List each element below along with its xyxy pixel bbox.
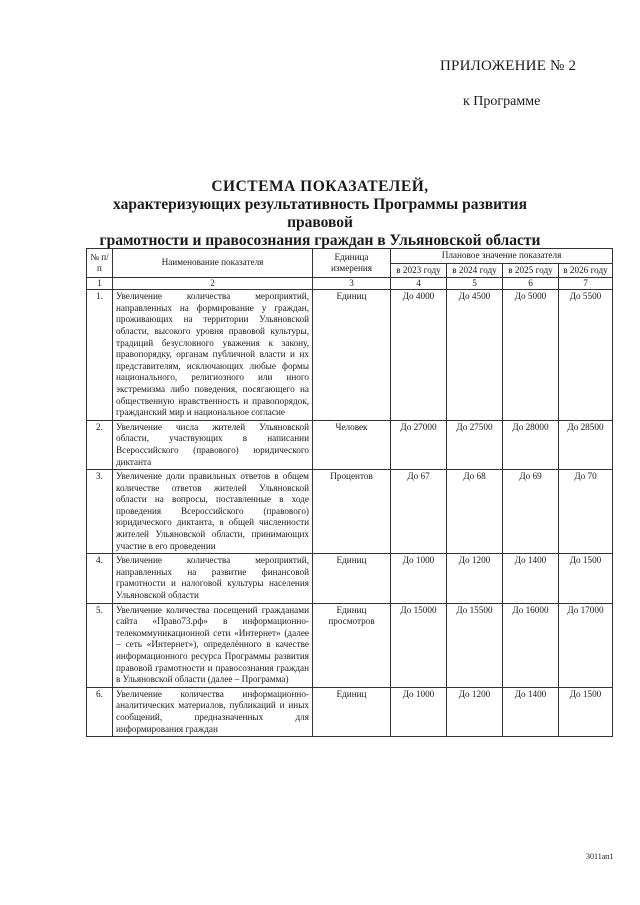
value-2024: До 15500 <box>447 603 503 687</box>
value-2024: До 27500 <box>447 420 503 469</box>
indicator-unit: Единиц <box>313 687 391 736</box>
value-2024: До 4500 <box>447 290 503 421</box>
value-2026: До 70 <box>559 470 613 554</box>
indicator-unit: Единиц <box>313 290 391 421</box>
indicator-name: Увеличение количества мероприятий, направленных на формирование у граждан, проживающих на территории Ульяновской области, высокого уровня правовой культуры, традиций безусловного уважения к закону, правопорядку, органам публичной власти и их представителям, исключающих любые формы национального, религиозного или иного экстремизма либо поведения, посягающего на общественную нравственность и правопорядок, гражданский мир и национальное согласие <box>113 290 313 421</box>
value-2026: До 5500 <box>559 290 613 421</box>
value-2023: До 67 <box>391 470 447 554</box>
value-2023: До 27000 <box>391 420 447 469</box>
header-num: № п/п <box>87 249 113 278</box>
row-number: 6. <box>87 687 113 736</box>
value-2025: До 1400 <box>503 554 559 603</box>
column-number-row <box>87 278 613 290</box>
indicator-unit: Человек <box>313 420 391 469</box>
appendix-label: ПРИЛОЖЕНИЕ № 2 <box>440 58 577 74</box>
value-2026: До 28500 <box>559 420 613 469</box>
col-number: 7 <box>559 278 613 290</box>
value-2026: До 1500 <box>559 554 613 603</box>
document-title <box>90 178 550 250</box>
title-line-1: СИСТЕМА ПОКАЗАТЕЛЕЙ, <box>211 178 429 195</box>
title-line-3: грамотности и правосознания граждан в Ульяновской области <box>99 232 541 249</box>
title-line-2: характеризующих результативность Программы развития правовой <box>113 196 527 231</box>
indicator-name: Увеличение количества мероприятий, направленных на развитие финансовой грамотности и налоговой культуры населения Ульяновской области <box>113 554 313 603</box>
value-2023: До 1000 <box>391 554 447 603</box>
table-row <box>87 687 613 736</box>
row-number: 5. <box>87 603 113 687</box>
value-2025: До 1400 <box>503 687 559 736</box>
value-2025: До 5000 <box>503 290 559 421</box>
value-2024: До 1200 <box>447 554 503 603</box>
header-planned: Плановое значение показателя <box>391 249 613 264</box>
value-2026: До 1500 <box>559 687 613 736</box>
program-reference: к Программе <box>463 94 541 109</box>
value-2025: До 28000 <box>503 420 559 469</box>
indicators-table <box>86 248 613 737</box>
row-number: 1. <box>87 290 113 421</box>
indicator-unit: Единиц <box>313 554 391 603</box>
header-year-2024: в 2024 году <box>447 263 503 278</box>
document-code: 3011ап1 <box>586 852 614 861</box>
indicator-unit: Единиц просмотров <box>313 603 391 687</box>
value-2024: До 68 <box>447 470 503 554</box>
row-number: 3. <box>87 470 113 554</box>
value-2025: До 16000 <box>503 603 559 687</box>
table-row <box>87 420 613 469</box>
header-year-2023: в 2023 году <box>391 263 447 278</box>
header-year-2025: в 2025 году <box>503 263 559 278</box>
value-2023: До 15000 <box>391 603 447 687</box>
row-number: 4. <box>87 554 113 603</box>
col-number: 3 <box>313 278 391 290</box>
table-row <box>87 470 613 554</box>
col-number: 4 <box>391 278 447 290</box>
header-unit: Единица измерения <box>313 249 391 278</box>
table-row <box>87 603 613 687</box>
col-number: 6 <box>503 278 559 290</box>
header-name: Наименование показателя <box>113 249 313 278</box>
col-number: 5 <box>447 278 503 290</box>
value-2023: До 4000 <box>391 290 447 421</box>
value-2025: До 69 <box>503 470 559 554</box>
indicator-name: Увеличение числа жителей Ульяновской области, участвующих в написании Всероссийского (правового) юридического диктанта <box>113 420 313 469</box>
row-number: 2. <box>87 420 113 469</box>
indicator-name: Увеличение количества информационно-аналитических материалов, публикаций и иных сообщений, предназначенных для информирования граждан <box>113 687 313 736</box>
header-year-2026: в 2026 году <box>559 263 613 278</box>
value-2023: До 1000 <box>391 687 447 736</box>
value-2026: До 17000 <box>559 603 613 687</box>
indicator-name: Увеличение количества посещений гражданами сайта «Право73.рф» в информационно-телекоммуникационной сети «Интернет» (далее – сеть «Интернет»), определённого в качестве информационного ресурса Программы развития правовой грамотности и правосознания граждан в Ульяновской области (далее – Программа) <box>113 603 313 687</box>
table-row <box>87 554 613 603</box>
table-row <box>87 290 613 421</box>
value-2024: До 1200 <box>447 687 503 736</box>
col-number: 2 <box>113 278 313 290</box>
col-number: 1 <box>87 278 113 290</box>
indicator-name: Увеличение доли правильных ответов в общем количестве ответов жителей Ульяновской области на вопросы, поставленные в ходе проведения Всероссийского (правового) юридического диктанта, в общей численности жителей Ульяновской области, принимающих участие в его проведении <box>113 470 313 554</box>
indicator-unit: Процентов <box>313 470 391 554</box>
